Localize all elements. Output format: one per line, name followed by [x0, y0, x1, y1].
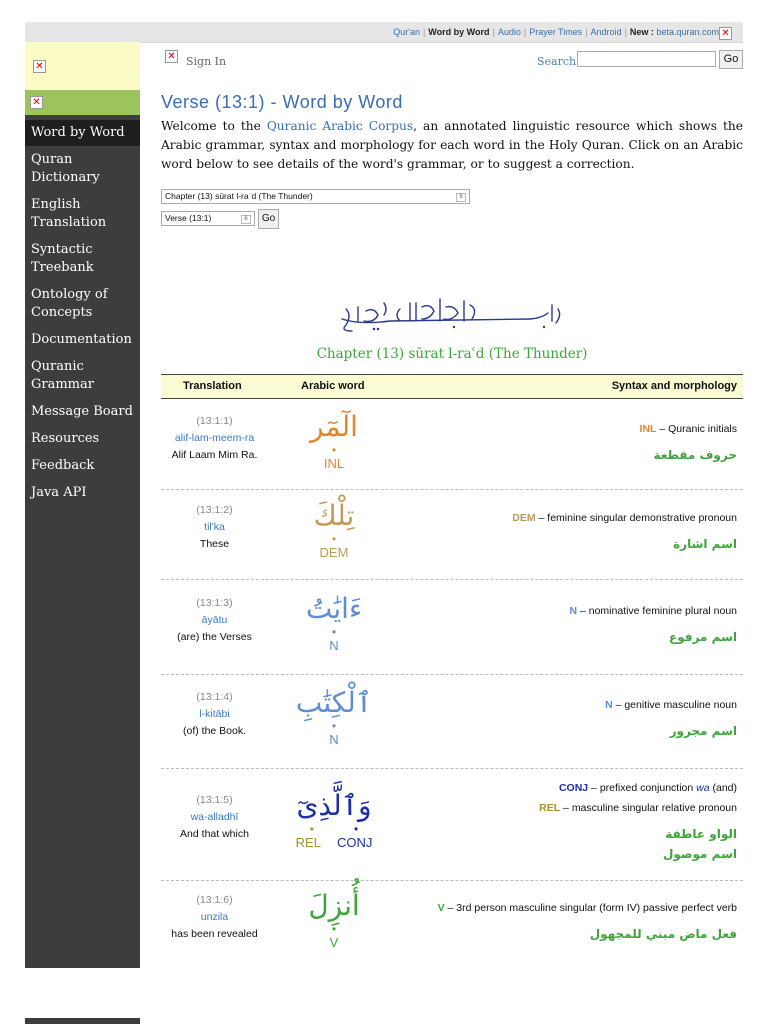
table-row [161, 674, 743, 769]
chevron-down-icon: 6 [241, 215, 251, 224]
word-location-link[interactable]: (13:1:4) [196, 691, 233, 703]
pos-tags [268, 544, 400, 561]
table-row [161, 489, 743, 580]
syntax-cell [397, 601, 737, 647]
sidebar-item-java-api[interactable]: Java API [31, 485, 87, 500]
table-row [161, 768, 743, 881]
sidebar-banner[interactable] [25, 90, 140, 115]
arabic-grammar-description: حروف مقطعة [653, 447, 737, 462]
pos-tags [268, 834, 400, 851]
arabic-word[interactable]: تِلْكَ [313, 499, 355, 532]
pos-description: – genitive masculine noun [612, 699, 737, 711]
header-syntax: Syntax and morphology [611, 380, 737, 392]
pos-tag: N [329, 637, 339, 653]
broken-image-icon: ✕ [165, 50, 178, 63]
sidebar-logo[interactable] [25, 42, 140, 90]
arabic-word[interactable]: وَٱلَّذِىٓ [296, 789, 372, 822]
transliteration: unzila [200, 911, 229, 923]
pos-abbreviation: REL [539, 802, 561, 814]
top-nav: Qur'an | Word by Word | Audio | Prayer Times | Android | New : beta.quran.com [393, 27, 719, 37]
sign-in-link[interactable]: Sign In [186, 55, 227, 68]
search-go-button[interactable]: Go [719, 50, 743, 69]
pos-abbreviation: N [605, 699, 613, 711]
search-label: Search [537, 55, 577, 68]
segment-dots [268, 442, 400, 457]
pos-tag: DEM [319, 545, 349, 560]
segment-dot-icon: • [331, 922, 337, 936]
syntax-line [397, 778, 737, 798]
topnav-quran-link[interactable]: Qur'an [393, 27, 420, 37]
sidebar-item-ontology-of-concepts[interactable]: Ontology of Concepts [31, 287, 108, 320]
word-location-link[interactable]: (13:1:5) [196, 794, 233, 806]
chapter-select[interactable] [161, 189, 470, 204]
sidebar-item-english-translation[interactable]: English Translation [31, 197, 107, 230]
syntax-line [397, 798, 737, 818]
word-translation: Alif Laam Mim Ra. [171, 448, 258, 461]
syntax-cell [397, 778, 737, 864]
word-translation: (are) the Verses [177, 630, 252, 643]
arabic-grammar-description: اسم موصول [663, 847, 737, 861]
syntax-cell [397, 419, 737, 465]
syntax-cell [397, 898, 737, 944]
pos-abbreviation: INL [639, 422, 657, 435]
chapter-heading: Chapter (13) sūrat l-raʿd (The Thunder) [316, 346, 588, 362]
topnav-prayer-times-link[interactable]: Prayer Times [529, 27, 583, 37]
word-translation: has been revealed [171, 928, 258, 940]
header-translation: Translation [183, 380, 242, 392]
topnav-word-by-word-link[interactable]: Word by Word [428, 27, 490, 37]
sidebar-item-quran-dictionary[interactable]: Quran Dictionary [31, 152, 100, 185]
arabic-word-cell[interactable] [268, 498, 400, 561]
segment-dot-icon: • [354, 822, 359, 836]
arabic-grammar-description: فعل ماض مبني للمجهول [589, 927, 737, 941]
segment-dot-icon: • [331, 442, 337, 457]
intro-text-end: , an annotated linguistic resource which shows the Arabic grammar, syntax and morphology for each word in the Holy Quran. Click on an Arabic word below to see details of the word's grammar, or to suggest a correction. [161, 119, 743, 171]
syntax-line [397, 695, 737, 715]
syntax-line [397, 601, 737, 621]
pos-tags [268, 637, 400, 654]
arabic-word-cell[interactable] [268, 788, 400, 851]
pos-tag: V [329, 935, 339, 950]
sidebar-item-quranic-grammar[interactable]: Quranic Grammar [31, 359, 94, 392]
segment-dot-icon: • [309, 822, 314, 836]
basmala-calligraphy [330, 285, 570, 345]
word-location-link[interactable]: (13:1:1) [196, 414, 233, 427]
transliteration: wa-alladhī [190, 811, 239, 823]
word-location-link[interactable]: (13:1:6) [196, 894, 233, 906]
arabic-grammar-description: اسم مجرور [669, 724, 737, 738]
word-translation: (of) the Book. [182, 725, 247, 737]
topnav-new-label: New : [629, 27, 654, 37]
pos-description: – feminine singular demonstrative pronoun [535, 512, 737, 524]
segment-dots [268, 624, 400, 639]
pos-description: – masculine singular relative pronoun [560, 802, 737, 814]
sidebar-item-resources[interactable]: Resources [31, 431, 100, 446]
pos-description: – prefixed conjunction [588, 782, 697, 794]
page-title: Verse (13:1) - Word by Word [161, 92, 403, 112]
pos-abbreviation: N [569, 604, 578, 617]
translation-cell [161, 413, 268, 464]
sidebar-footer [25, 1018, 140, 1024]
syntax-line [397, 898, 737, 918]
arabic-word[interactable]: أُنزِلَ [308, 889, 360, 922]
syntax-line [397, 508, 737, 528]
chapter-select-value: Chapter (13) sūrat l-raʿd (The Thunder) [165, 191, 313, 201]
syntax-cell [397, 508, 737, 554]
pos-abbreviation: V [437, 902, 445, 914]
table-header [161, 374, 743, 399]
chevron-down-icon: 6 [456, 193, 466, 202]
arabic-word-cell[interactable] [268, 409, 400, 472]
pos-tag: CONJ [336, 835, 373, 850]
top-bar [25, 22, 743, 43]
transliteration: til'ka [204, 521, 225, 533]
topnav-android-link[interactable]: Android [590, 27, 622, 37]
pos-tag: INL [323, 455, 345, 471]
segment-dot-icon: • [331, 532, 337, 546]
pos-description: – 3rd person masculine singular (form IV) passive perfect verb [444, 902, 737, 914]
segment-dot-icon: • [331, 624, 337, 639]
pos-description: – nominative feminine plural noun [577, 604, 737, 617]
translation-cell [161, 892, 268, 943]
segment-dots [268, 924, 400, 934]
table-row [161, 400, 743, 490]
transliteration: alif-lam-meem-ra [174, 431, 255, 444]
quranic-arabic-corpus-link[interactable]: Quranic Arabic Corpus [266, 119, 414, 133]
segment-dots [268, 824, 400, 834]
pos-abbreviation: CONJ [558, 782, 589, 794]
arabic-grammar-description: اسم اشارة [673, 537, 737, 551]
broken-image-icon: ✕ [719, 27, 732, 40]
syntax-line [397, 419, 737, 439]
arabic-grammar-description: اسم مرفوع [669, 629, 737, 644]
word-location-link[interactable]: (13:1:3) [196, 596, 233, 609]
broken-image-icon: ✕ [33, 60, 46, 73]
syntax-cell [397, 695, 737, 741]
verse-select-value: Verse (13:1) [165, 213, 212, 223]
sidebar-nav [25, 120, 140, 509]
word-location-link[interactable]: (13:1:2) [196, 504, 233, 516]
arabic-word-cell[interactable] [268, 685, 400, 748]
transliteration: l-kitābi [199, 708, 230, 720]
arabic-word-cell[interactable] [268, 591, 400, 654]
verse-go-button[interactable]: Go [258, 209, 279, 229]
table-row [161, 579, 743, 675]
pos-tag: N [329, 732, 339, 747]
translation-cell [161, 502, 268, 553]
word-translation: These [199, 538, 230, 550]
sidebar-item-documentation[interactable]: Documentation [31, 332, 132, 347]
table-row [161, 880, 743, 968]
verse-select[interactable] [161, 211, 255, 226]
segment-dots [268, 721, 400, 731]
pos-abbreviation: DEM [512, 512, 536, 524]
arabic-word[interactable]: ءَايَٰتُ [305, 591, 363, 625]
segment-dots [268, 534, 400, 544]
arabic-word[interactable]: الٓمٓر [310, 409, 358, 443]
pos-tags [268, 731, 400, 748]
search-input[interactable] [577, 51, 716, 67]
topnav-beta-link[interactable]: beta.quran.com [656, 27, 719, 37]
sidebar [25, 42, 140, 968]
sidebar-item-feedback[interactable]: Feedback [31, 458, 95, 473]
pos-tags [268, 455, 400, 472]
segment-dot-icon: • [331, 719, 337, 733]
intro-text-start: Welcome to the [161, 119, 267, 133]
transliteration: āyātu [201, 613, 228, 626]
arabic-grammar-description: الواو عاطفة [665, 827, 737, 841]
translation-cell [161, 792, 268, 843]
arabic-word-cell[interactable] [268, 888, 400, 951]
word-translation: And that which [180, 828, 249, 840]
sidebar-item-syntactic-treebank[interactable]: Syntactic Treebank [31, 242, 94, 275]
sidebar-item-message-board[interactable]: Message Board [31, 404, 133, 419]
arabic-word[interactable]: ٱلْكِتَٰبِ [295, 686, 373, 719]
sidebar-item-word-by-word[interactable]: Word by Word [25, 120, 140, 146]
pos-tag: REL [295, 835, 321, 850]
intro-text [161, 117, 743, 174]
translation-cell [161, 595, 268, 646]
transliteration-emphasis: wa [696, 782, 710, 794]
pos-description: – Quranic initials [656, 422, 737, 435]
pos-tags [268, 934, 400, 951]
header-arabic-word: Arabic word [301, 380, 365, 392]
pos-description-tail: (and) [709, 782, 737, 794]
translation-cell [161, 689, 268, 740]
broken-image-icon: ✕ [30, 96, 43, 109]
topnav-audio-link[interactable]: Audio [497, 27, 521, 37]
